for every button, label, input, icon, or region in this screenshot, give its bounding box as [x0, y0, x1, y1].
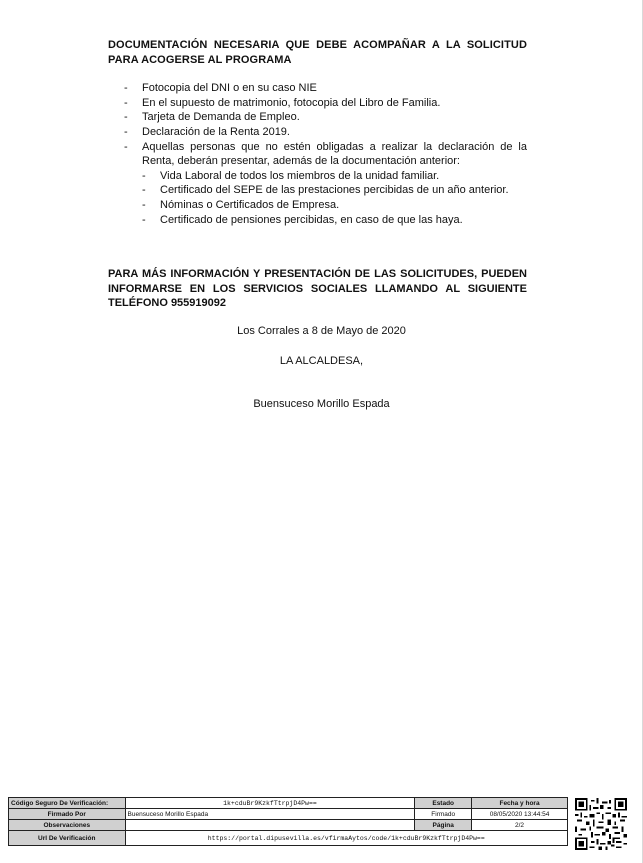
signed-by-value: Buensuceso Morillo Espada	[125, 809, 415, 820]
signed-date: 08/05/2020 13:44:54	[472, 809, 568, 820]
signed-status: Firmado	[415, 809, 472, 820]
sub-requirement-item: - Certificado del SEPE de las prestaciones percibidas de un año anterior.	[108, 183, 527, 198]
observations-label: Observaciones	[9, 820, 126, 831]
code-value: 1k+cduBr9KzkfTtrpjD4Pw==	[125, 798, 415, 809]
requirement-item: - Aquellas personas que no estén obligadas a realizar la declaración de la Renta, deberán presentar, además de la documentación anterior:	[108, 140, 527, 169]
requirement-item: - Tarjeta de Demanda de Empleo.	[108, 110, 527, 125]
verification-table	[8, 797, 568, 846]
page-value: 2/2	[472, 820, 568, 831]
sub-requirement-item: - Nóminas o Certificados de Empresa.	[108, 198, 527, 213]
date-header: Fecha y hora	[472, 798, 568, 809]
requirement-item: - En el supuesto de matrimonio, fotocopia del Libro de Familia.	[108, 96, 527, 111]
observations-value	[125, 820, 415, 831]
verification-url[interactable]: https://portal.dipusevilla.es/vfirmaAytos/code/1k+cduBr9KzkfTtrpjD4Pw==	[125, 831, 567, 846]
table-row	[9, 831, 568, 846]
signer-title: LA ALCALDESA,	[279, 355, 364, 367]
signed-by-label: Firmado Por	[9, 809, 126, 820]
code-label: Código Seguro De Verificación:	[9, 798, 126, 809]
requirement-item: - Fotocopia del DNI o en su caso NIE	[108, 81, 527, 96]
page-label: Página	[415, 820, 472, 831]
documentation-heading: DOCUMENTACIÓN NECESARIA QUE DEBE ACOMPAÑAR A LA SOLICITUD PARA ACOGERSE AL PROGRAMA	[108, 39, 527, 66]
requirement-item: - Declaración de la Renta 2019.	[108, 125, 527, 140]
table-row	[9, 798, 568, 809]
place-date: Los Corrales a 8 de Mayo de 2020	[237, 325, 406, 337]
table-row	[9, 809, 568, 820]
signer-name: Buensuceso Morillo Espada	[253, 398, 390, 410]
verification-box	[8, 797, 568, 846]
information-paragraph: PARA MÁS INFORMACIÓN Y PRESENTACIÓN DE LAS SOLICITUDES, PUEDEN INFORMARSE EN LOS SERVICIOS SOCIALES LLAMANDO AL SIGUIENTE TELÉFONO 955919092	[108, 268, 527, 310]
status-header: Estado	[415, 798, 472, 809]
document-body	[108, 38, 527, 227]
sub-requirement-item: - Vida Laboral de todos los miembros de la unidad familiar.	[108, 169, 527, 184]
sub-requirements-list	[108, 169, 527, 227]
qr-code-icon	[575, 798, 627, 850]
sub-requirement-item: - Certificado de pensiones percibidas, en caso de que las haya.	[108, 213, 527, 228]
table-row	[9, 820, 568, 831]
url-label: Url De Verificación	[9, 831, 126, 846]
requirements-list	[108, 81, 527, 169]
